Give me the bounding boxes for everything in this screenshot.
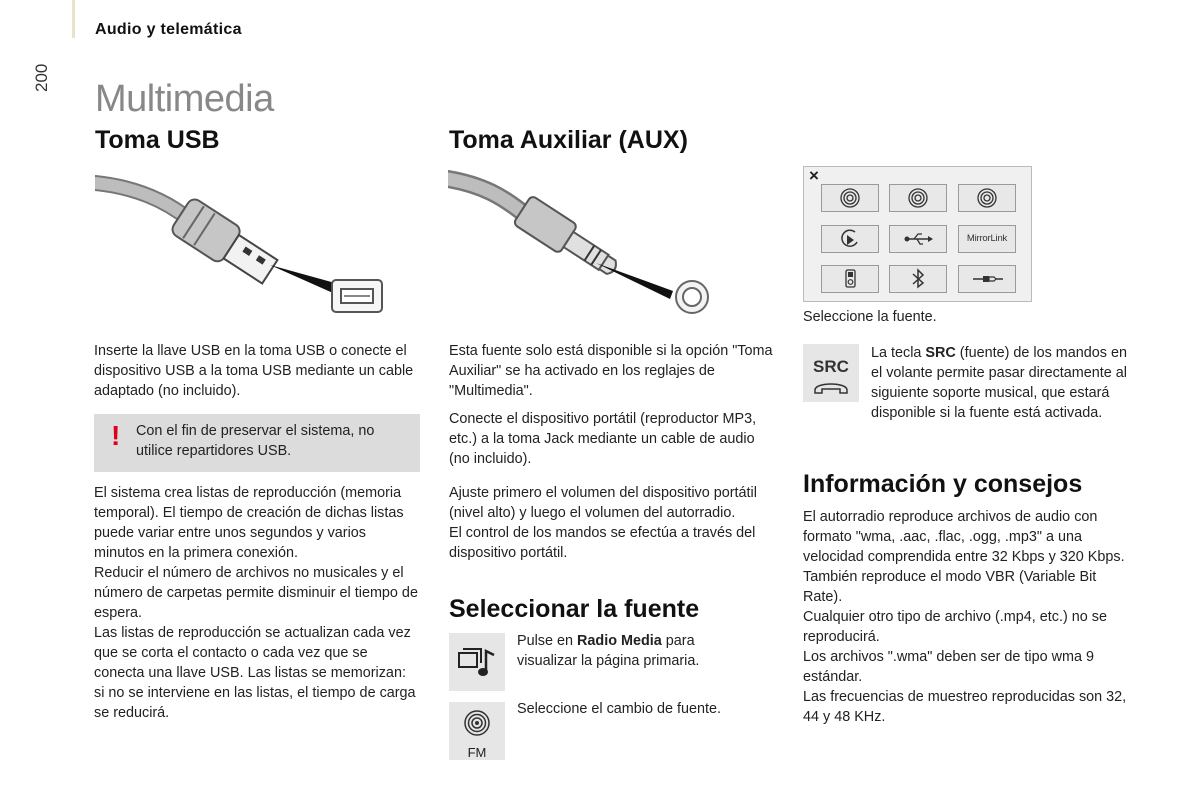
src-label: SRC <box>813 357 849 376</box>
src-button[interactable] <box>803 344 859 402</box>
src-text-bold: SRC <box>925 345 956 361</box>
usb-body-paragraph: El sistema crea listas de reproducción (memoria temporal). El tiempo de creación de dichas listas puede variar entre unos segundos y varios minutos en la primera conexión. <box>94 485 404 561</box>
source-tile-play[interactable] <box>821 225 879 253</box>
step1-text <box>517 631 737 671</box>
usb-intro: Inserte la llave USB en la toma USB o conecte el dispositivo USB a la toma USB mediante un cable adaptado (no incluido). <box>94 343 414 399</box>
close-icon[interactable]: × <box>809 166 819 185</box>
usb-body-paragraph: Reducir el número de archivos no musicales y el número de carpetas permite disminuir el tiempo de espera. <box>94 565 418 621</box>
phone-icon <box>803 375 859 397</box>
aux-text-3b: El control de los mandos se efectúa a través del dispositivo portátil. <box>449 525 756 561</box>
info-line: También reproduce el modo VBR (Variable Bit Rate). <box>803 569 1097 605</box>
info-line: Los archivos ".wma" deben ser de tipo wma 9 estándar. <box>803 649 1094 685</box>
source-panel-caption: Seleccione la fuente. <box>803 309 937 325</box>
source-tile-radio-1[interactable] <box>821 184 879 212</box>
src-text-pre: La tecla <box>871 345 926 361</box>
warning-box <box>94 414 420 472</box>
bluetooth-icon <box>890 266 946 292</box>
usb-heading: Toma USB <box>95 126 220 154</box>
select-source-heading: Seleccionar la fuente <box>449 595 700 623</box>
aux-heading: Toma Auxiliar (AUX) <box>449 126 688 154</box>
page-title: Multimedia <box>95 78 274 120</box>
aux-text-2: Conecte el dispositivo portátil (reproductor MP3, etc.) a la toma Jack mediante un cable de audio (no incluido). <box>449 411 757 467</box>
source-tile-mirrorlink[interactable] <box>958 225 1016 253</box>
source-change-button[interactable] <box>449 702 505 760</box>
page-number: 200 <box>32 63 51 92</box>
radio-waves-icon <box>449 702 505 742</box>
info-text <box>803 507 1129 727</box>
info-line: Las frecuencias de muestreo reproducidas son 32, 44 y 48 KHz. <box>803 689 1127 725</box>
source-tile-bluetooth[interactable] <box>889 265 947 293</box>
fm-label: FM <box>467 745 487 760</box>
usb-body <box>94 483 420 723</box>
step1-bold: Radio Media <box>577 633 662 649</box>
radio-waves-icon <box>890 185 946 211</box>
warning-text: Con el fin de preservar el sistema, no utilice repartidores USB. <box>136 423 375 459</box>
info-heading: Información y consejos <box>803 470 1083 498</box>
play-circle-icon <box>822 226 878 252</box>
src-text-post: (fuente) de los mandos en el volante permite pasar directamente al siguiente soporte musical, que estará disponible si la fuente está activada. <box>871 345 1127 421</box>
warning-icon: ! <box>111 420 121 451</box>
source-tile-radio-2[interactable] <box>889 184 947 212</box>
aux-jack-icon <box>959 266 1015 292</box>
ipod-icon <box>822 266 878 292</box>
usb-body-paragraph: Las listas de reproducción se actualizan cada vez que se corta el contacto o cada vez que se conecta una llave USB. Las listas se memorizan: si no se interviene en las listas, el tiempo de carga se reducirá. <box>94 625 416 721</box>
radio-media-icon <box>449 633 505 691</box>
usb-plug-illustration <box>95 165 395 315</box>
info-line: El autorradio reproduce archivos de audio con formato "wma, .aac, .flac, .ogg, .mp3" a una velocidad comprendida entre 32 Kbps y 320 Kbps. <box>803 509 1125 565</box>
jack-plug-illustration <box>448 165 718 315</box>
step2-text: Seleccione el cambio de fuente. <box>517 701 721 717</box>
source-tile-usb[interactable] <box>889 225 947 253</box>
radio-waves-icon <box>822 185 878 211</box>
section-title: Audio y telemática <box>95 21 242 38</box>
source-tile-ipod[interactable] <box>821 265 879 293</box>
radio-media-button[interactable] <box>449 633 505 691</box>
usb-icon <box>890 226 946 252</box>
header-accent-bar <box>72 0 75 38</box>
radio-waves-icon <box>959 185 1015 211</box>
info-line: Cualquier otro tipo de archivo (.mp4, etc.) no se reproducirá. <box>803 609 1107 645</box>
source-tile-radio-3[interactable] <box>958 184 1016 212</box>
step1-post: para visualizar la página primaria. <box>517 633 700 669</box>
step1-pre: Pulse en <box>517 633 578 649</box>
aux-text-1: Esta fuente solo está disponible si la opción "Toma Auxiliar" se ha activado en los reglajes de "Multimedia". <box>449 343 773 399</box>
source-selection-panel <box>803 166 1032 302</box>
source-tile-aux[interactable] <box>958 265 1016 293</box>
mirrorlink-icon: MirrorLink <box>966 233 1008 244</box>
aux-text-3a: Ajuste primero el volumen del dispositivo portátil (nivel alto) y luego el volumen del autorradio. <box>449 485 757 521</box>
aux-text-3 <box>449 483 779 563</box>
src-text <box>871 343 1131 423</box>
